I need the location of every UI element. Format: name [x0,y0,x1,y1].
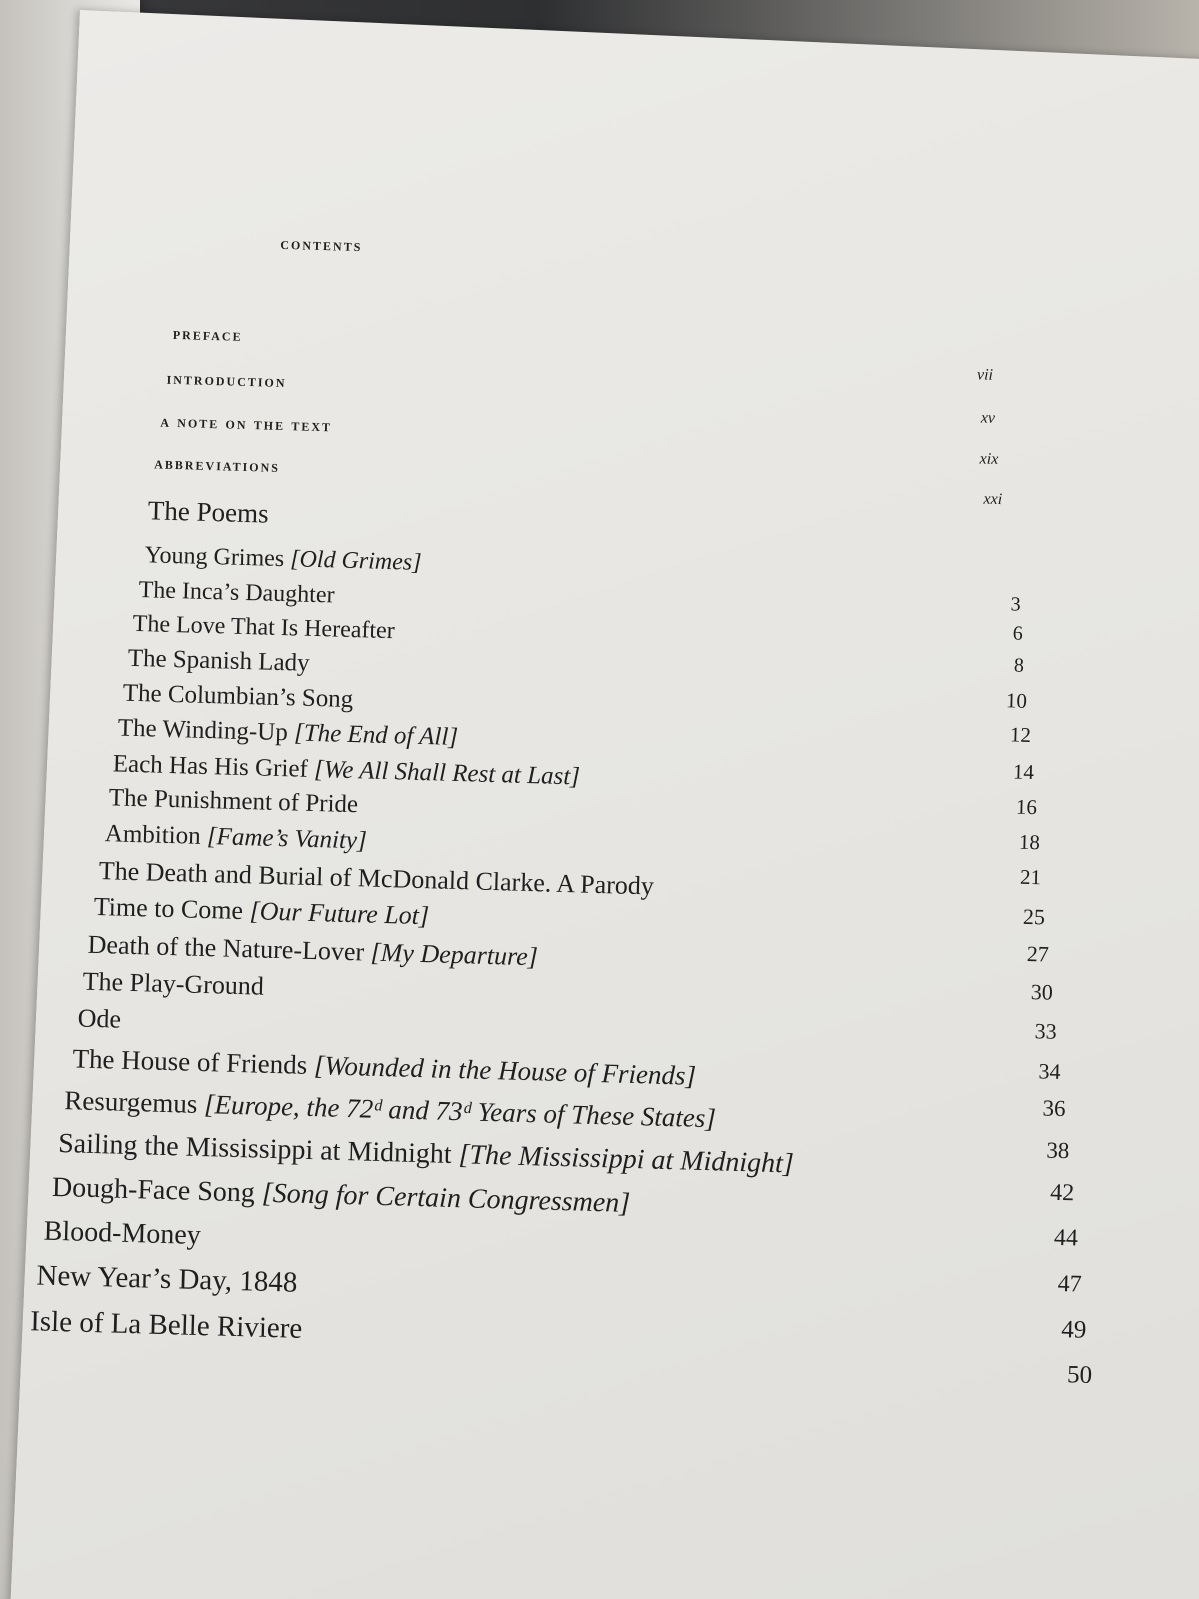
poem-entry [64,1085,716,1134]
poem-page-number: 6 [1012,622,1024,645]
poem-entry [132,611,395,645]
poem-title: Sailing the Mississippi at Midnight [57,1128,460,1171]
front-matter-title: a note on the text [160,411,333,436]
page-heading: contents [280,233,363,256]
poem-entry [82,967,264,1002]
front-matter-page: xix [979,450,999,468]
poem-entry [58,1128,794,1181]
poem-alternate-title: [The End of All] [293,719,459,752]
poem-title: The Death and Burial of McDonald Clarke. A Parody [98,856,655,901]
front-matter-page: xxi [983,490,1003,509]
poem-title: The Play-Ground [82,966,265,1001]
poem-entry [43,1216,201,1252]
poem-page-number: 38 [1046,1137,1070,1164]
poem-page-number: 10 [1005,688,1028,713]
poem-title: Resurgemus [63,1085,205,1120]
poem-entry [72,1043,696,1091]
poem-entry [36,1259,298,1299]
poem-alternate-title: [Our Future Lot] [249,896,430,931]
poem-entry [144,542,422,577]
poem-title: Ambition [104,820,208,851]
poem-title: The Inca’s Daughter [138,577,335,609]
poem-entry [127,645,310,678]
poem-entry [104,820,367,855]
poem-entry [138,577,335,609]
poem-alternate-title: [Old Grimes] [289,546,422,576]
poem-alternate-title: [My Departure] [370,937,539,972]
poem-page-number: 34 [1038,1058,1061,1084]
poem-page-number: 44 [1053,1224,1079,1252]
poem-entry [52,1172,631,1220]
poem-entry [112,750,580,791]
poem-page-number: 47 [1057,1270,1083,1298]
poem-alternate-title: [Song for Certain Congressmen] [261,1177,631,1219]
poem-page-number: 25 [1022,903,1046,930]
poem-title: The Love That Is Hereafter [132,610,396,645]
poem-title: Isle of La Belle Riviere [29,1305,303,1345]
poem-page-number: 36 [1042,1095,1066,1122]
poem-alternate-title: [Wounded in the House of Friends] [313,1050,697,1091]
poem-title: New Year’s Day, 1848 [36,1259,298,1299]
poem-title: Young Grimes [144,542,291,573]
poem-page-number: 50 [1066,1361,1093,1389]
poem-alternate-title: [The Mississippi at Midnight] [458,1139,795,1180]
poem-page-number: 3 [1010,593,1021,616]
poem-title: Death of the Nature-Lover [87,929,372,967]
poem-alternate-title: [Fame’s Vanity] [206,823,368,855]
poem-entry [30,1305,303,1346]
poem-title: The Punishment of Pride [108,784,359,819]
poem-alternate-title: [Europe, the 72ᵈ and 73ᵈ Years of These States] [203,1089,717,1134]
poem-title: The Spanish Lady [127,644,311,677]
poem-page-number: 42 [1049,1179,1075,1207]
poem-page-number: 14 [1012,759,1035,785]
poem-title: Time to Come [93,891,250,926]
poem-page-number: 33 [1034,1018,1058,1044]
poem-alternate-title: [We All Shall Rest at Last] [313,756,581,791]
poem-page-number: 8 [1013,654,1025,677]
poem-page-number: 12 [1009,722,1032,748]
front-matter-title: preface [172,323,243,345]
section-title: The Poems [147,495,270,529]
poem-page-number: 27 [1026,940,1050,967]
front-matter-title: introduction [166,368,287,392]
poem-page-number: 21 [1019,864,1042,890]
poem-page-number: 16 [1015,794,1038,820]
poem-title: Dough-Face Song [51,1171,263,1209]
poem-entry [117,715,458,752]
poem-entry [93,892,429,931]
poem-page-number: 49 [1061,1316,1087,1344]
poem-entry [108,784,358,819]
poem-title: Ode [77,1003,122,1034]
poem-title: The House of Friends [72,1043,315,1081]
poem-title: The Winding-Up [117,714,295,747]
front-matter-page: xv [980,409,996,427]
poem-entry [77,1004,121,1035]
poem-entry [87,930,538,973]
front-matter-page: vii [976,366,994,384]
poem-page-number: 18 [1018,829,1041,855]
poem-title: Blood-Money [43,1215,202,1252]
poem-title: The Columbian’s Song [122,679,354,714]
poem-title: Each Has His Grief [112,750,315,783]
front-matter-title: abbreviations [153,453,281,476]
poem-entry [122,680,353,714]
poem-page-number: 30 [1030,979,1054,1005]
